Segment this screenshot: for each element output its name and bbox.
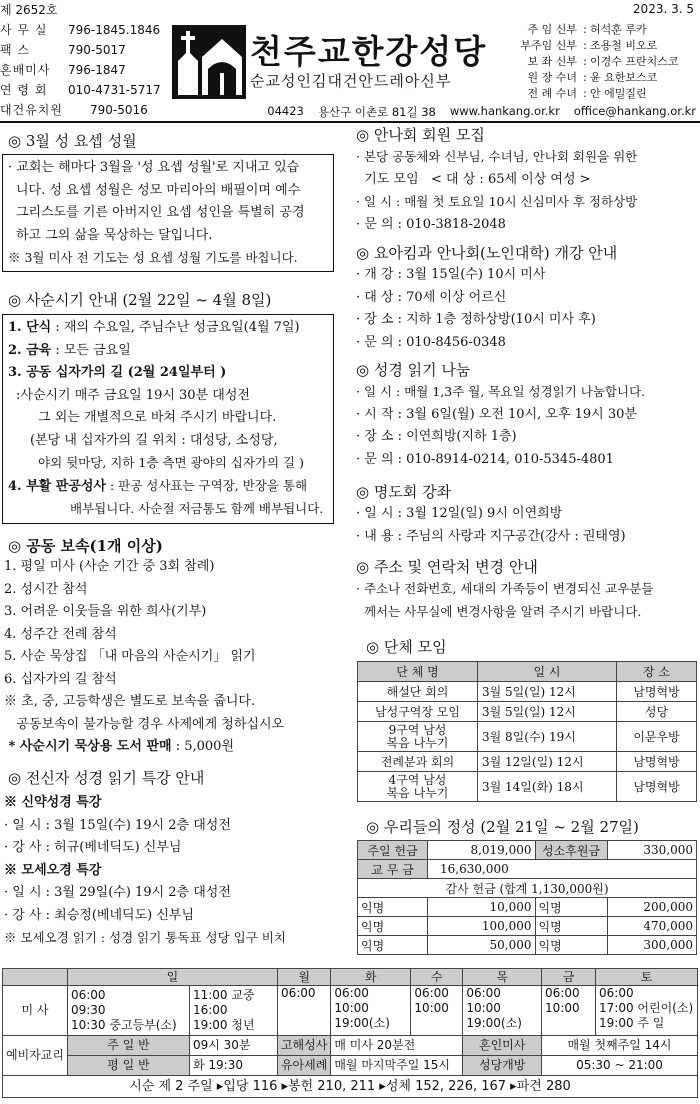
table-cell: 이문우방 [617,722,697,752]
mass-time-cell: 06:00 10:00 19:00(소) [331,986,411,1036]
table-cell: 전례분과 회의 [358,752,478,772]
clergy-row: 주 임 신부 : 허석훈 루카 [512,22,698,38]
mass-times-row [3,986,698,1036]
contact-row [0,20,170,40]
table-cell: 200,000 [607,898,696,917]
group-meeting-table [357,661,697,802]
right-column [356,481,700,548]
table-cell: 3월 14일(화) 18시 [478,772,617,802]
offering-value: 8,019,000 [428,841,536,860]
text-bold: * 사순시기 묵상용 도서 판매 [4,739,172,754]
text-span: : 판공 성사표는 구역장, 반장을 통해 [105,477,308,493]
clergy-row: 부주임 신부 : 조용철 비오로 [512,38,698,54]
column-header: 장 소 [617,662,697,682]
clergy-name: 안 에밀질린 [590,87,647,100]
list-item: 공동보속이 불가능할 경우 사제에게 청하십시오 [4,716,285,732]
clergy-name: 허석훈 루카 [590,23,647,36]
service-label: 혼인미사 [463,1036,542,1056]
lent-box [2,314,334,524]
mass-time-cell: 11:00 교중 16:00 19:00 청년 [189,986,277,1036]
table-row [358,752,697,772]
text-line: 니다. 성 요셉 성월은 성모 마리아의 배필이며 예수 [16,182,301,198]
clergy-row: 보 좌 신부 : 이경수 프란치스코 [512,54,698,70]
table-cell: 익명 [358,936,428,955]
address-bar [170,104,700,120]
church-subtitle: 순교성인김대건안드레아신부 [250,72,452,90]
clergy-role: 부주임 신부 [520,39,577,52]
church-title: 천주교한강성당 [250,32,488,71]
day-header: 목 [463,969,542,986]
service-label: 성당개방 [463,1056,542,1076]
table-cell: 남명혁방 [617,772,697,802]
section-title: ◎ 사순시기 안내 (2월 22일 ~ 4월 8일) [8,291,272,309]
list-item: 5. 사순 묵상집 「내 마음의 사순시기」 읽기 [4,649,256,664]
contact-label: 팩 스 [0,43,30,57]
table-cell: 익명 [535,898,607,917]
contact-row [0,40,170,60]
day-header: 일 [67,969,277,986]
class-value: 화 19:30 [189,1056,277,1076]
table-row [358,841,697,860]
column-header: 단 체 명 [358,662,478,682]
text-line: 하고 그의 삶을 묵상하는 달입니다. [16,227,213,243]
clergy-role: 보 좌 신부 [527,55,577,68]
hymn-numbers: 시순 제 2 주일 ▸입당 116 ▸봉헌 210, 211 ▸성체 152, 226, 167 ▸파견 280 [3,1076,698,1098]
right-column [356,242,700,354]
service-value: 05:30 ~ 21:00 [542,1056,698,1076]
table-cell: 익명 [358,917,428,936]
bible-lecture-list [4,792,340,950]
class-label: 주 일 반 [67,1036,189,1056]
table-cell: 3월 5일(일) 12시 [478,682,617,702]
list-item [4,736,338,759]
list-item: 3. 어려운 이웃들을 위한 희사(기부) [4,604,207,619]
service-value: 매월 첫째주일 14시 [542,1036,698,1056]
mass-time-cell: 06:00 10:00 [542,986,596,1036]
table-cell: 50,000 [428,936,536,955]
section-title: ◎ 요아킴과 안나회(노인대학) 개강 안내 [356,244,618,262]
contact-row [0,100,170,120]
text-line: (본당 내 십자가의 길 위치 : 대성당, 소성당, [30,432,278,448]
contact-row [0,60,170,80]
schedule-header-row [3,969,698,986]
service-label: 유아세례 [277,1056,330,1076]
contact-value: 790-5017 [68,43,126,57]
list-item: 기도 모임 < 대 상 : 65세 이상 여성 > [356,171,591,187]
day-header: 금 [542,969,596,986]
class-value: 09시 30분 [189,1036,277,1056]
section-title: ◎ 단체 모임 [366,638,447,656]
section-title: ◎ 명도회 강좌 [356,483,452,501]
day-header: 토 [596,969,698,986]
table-row [358,860,697,879]
service-value: 매 미사 20분전 [331,1036,463,1056]
table-cell: 남성구역장 모임 [358,702,478,722]
contact-row [0,80,170,100]
subheading: ※ 신약성경 특강 [4,795,102,810]
text-line [8,340,328,363]
service-label: 고해성사 [277,1036,330,1056]
table-row [358,702,697,722]
text-bold: 2. 금육 [8,342,52,358]
table-cell: 300,000 [607,936,696,955]
contact-value: 796-1845.1846 [68,23,161,37]
day-header: 월 [277,969,330,986]
list-item: ※ 모세오경 읽기 : 성경 읽기 통독표 성당 입구 비치 [4,930,286,945]
offering-table [357,840,697,955]
text-bold: 1. 단식 [8,320,52,335]
list-item: · 주소나 전화번호, 세대의 가족등이 변경되신 교우분들 [356,581,654,596]
list-item: · 강 사 : 최승정(베네딕도) 신부님 [4,907,195,923]
text-line: :사순시기 매주 금요일 19시 30분 대성전 [16,387,250,403]
mass-time-cell: 06:00 10:00 [411,986,463,1036]
day-header: 수 [411,969,463,986]
text-line: 그 외는 개별적으로 바쳐 주시기 바랍니다. [38,410,277,425]
list-item: · 문 의 : 010-8914-0214, 010-5345-4801 [356,451,614,467]
table-cell: 남명혁방 [617,752,697,772]
email-link[interactable]: office@hankang.or.kr [573,104,696,118]
clergy-row: 전 례 수녀 : 안 에밀질린 [512,86,698,102]
mass-time-cell: 06:00 17:00 어린이(소) 19:00 주 일 [596,986,698,1036]
right-column [356,556,700,623]
st-joseph-box [2,154,334,272]
table-cell: 남명혁방 [617,682,697,702]
column-header: 일 시 [478,662,617,682]
clergy-row: 원 장 수녀 : 윤 요한보스코 [512,70,698,86]
table-cell: 4구역 남성 복음 나누기 [358,772,478,802]
table-cell: 익명 [535,936,607,955]
mass-time-cell: 06:00 09:30 10:30 중고등부(소) [67,986,189,1036]
list-item: · 문 의 : 010-8456-0348 [356,334,506,350]
contact-value: 796-1847 [68,63,126,77]
clergy-name: 조용철 비오로 [590,39,658,52]
text-span: : 재의 수요일, 주님수난 성금요일(4월 7일) [51,320,300,335]
section-title: ◎ 공동 보속(1개 이상) [8,537,163,555]
header-divider [0,121,700,123]
table-cell: 10,000 [428,898,536,917]
contact-label: 사 무 실 [0,23,48,37]
table-row [358,722,697,752]
issue-text: 제 2652호 [0,3,58,17]
bulletin-date: 2023. 3. 5 [632,2,694,16]
list-item: · 일 시 : 3월 29일(수) 19시 2층 대성전 [4,885,231,900]
text-line [8,317,328,340]
website-link[interactable]: www.hankang.or.kr [449,104,560,118]
text-line: ※ 3월 미사 전 기도는 성 요셉 성월 기도를 바칩니다. [8,250,298,265]
text-line: · 교회는 해마다 3월을 '성 요셉 성월'로 지내고 있습 [8,160,300,175]
church-logo-icon [172,25,246,99]
right-column [356,124,700,236]
table-cell: 익명 [358,898,428,917]
table-row [358,772,697,802]
contact-value: 010-4731-5717 [68,83,161,97]
table-header-row [358,662,697,682]
contact-label: 혼배미사 [0,63,51,77]
list-item: 6. 십자가의 길 참석 [4,671,117,687]
text-line [8,475,328,499]
list-item: · 대 상 : 70세 이상 어르신 [356,289,507,305]
penance-list [4,556,338,759]
table-cell: 해설단 회의 [358,682,478,702]
table-row [358,936,697,955]
subheading: ※ 모세오경 특강 [4,862,102,878]
text-bold: 4. 부활 판공성사 [8,478,106,494]
clergy-role: 전 례 수녀 [527,87,577,100]
list-item: 4. 성주간 전례 참석 [4,626,117,642]
clergy-name: 이경수 프란치스코 [590,55,679,68]
table-row [358,879,697,898]
text-span: : 모든 금요일 [51,342,131,358]
postal-code: 04423 [267,104,304,118]
header-contacts [0,0,170,120]
section-title: ◎ 전신자 성경 읽기 특강 안내 [8,769,205,787]
text-span: : 5,000원 [171,739,234,754]
text-line: 배부됩니다. 사순절 저금통도 함께 배부됩니다. [70,501,324,516]
table-cell: 470,000 [607,917,696,936]
table-cell: 3월 8일(수) 19시 [478,722,617,752]
list-item: · 문 의 : 010-3818-2048 [356,216,506,232]
list-item: 께서는 사무실에 변경사항을 알려 주시기 바랍니다. [356,603,642,619]
corner-cell [3,969,68,986]
mass-time-cell: 06:00 [277,986,330,1036]
section-title: ◎ 안나회 회원 모집 [356,126,485,144]
list-item: · 일 시 : 매월 1,3주 월, 목요일 성경읽기 나눔합니다. [356,384,646,399]
table-cell: 3월 12일(일) 12시 [478,752,617,772]
offering-value: 330,000 [607,841,696,860]
text-line: 3. 공동 십자가의 길 (2월 24일부터 ) [8,365,227,380]
list-item: · 강 사 : 허규(베네딕도) 신부님 [4,840,182,855]
thanks-offering-title: 감사 헌금 (합계 1,130,000원) [358,879,697,898]
class-label: 평 일 반 [67,1056,189,1076]
contact-label: 대건유치원 [0,103,63,117]
table-row [358,917,697,936]
table-cell: 성당 [617,702,697,722]
list-item: 1. 평일 미사 (사순 기간 중 3회 참례) [4,559,215,574]
day-header: 화 [331,969,411,986]
schedule-row [3,1036,698,1056]
section-title: ◎ 3월 성 요셉 성월 [8,132,137,150]
offering-value: 16,630,000 [428,860,697,879]
offering-label: 성소후원금 [535,841,607,860]
list-item: 2. 성시간 참석 [4,581,88,597]
mass-time-cell: 06:00 10:00 19:00(소) [463,986,542,1036]
list-item: · 개 강 : 3월 15일(수) 10시 미사 [356,267,546,282]
row-label: 예비자교리 [3,1036,68,1076]
contact-value: 790-5016 [90,103,148,117]
list-item: · 내 용 : 주님의 사랑과 지구공간(강사 : 권태영) [356,528,626,544]
list-item: · 시 작 : 3월 6일(월) 오전 10시, 오후 19시 30분 [356,406,637,422]
row-label: 미 사 [3,986,68,1036]
offering-label: 주일 헌금 [358,841,428,860]
list-item: · 본당 공동체와 신부님, 수녀님, 안나회 회원을 위한 [356,149,638,164]
text-line: 그리스도를 기른 아버지인 요셉 성인을 특별히 공경 [16,205,305,220]
table-cell: 3월 5일(일) 12시 [478,702,617,722]
issue-number [0,0,170,20]
table-row [358,898,697,917]
table-cell: 익명 [535,917,607,936]
text-line: 야외 뒷마당, 지하 1층 측면 광야의 십자가의 길 ) [38,455,304,470]
right-column [356,359,700,471]
table-row [358,682,697,702]
table-cell: 100,000 [428,917,536,936]
list-item: · 일 시 : 매월 첫 토요일 10시 신심미사 후 정하상방 [356,194,638,209]
section-title: ◎ 성경 읽기 나눔 [356,361,471,379]
contact-label: 연 령 회 [0,83,48,97]
hymn-footer-row [3,1076,698,1098]
list-item: ※ 초, 중, 고등학생은 별도로 보속을 줍니다. [4,694,256,709]
list-item: · 장 소 : 지하 1층 정하상방(10시 미사 후) [356,312,596,327]
section-title: ◎ 우리들의 정성 (2월 21일 ~ 2월 27일) [366,818,639,836]
mass-schedule-table [2,968,698,1098]
table-cell: 9구역 남성 복음 나누기 [358,722,478,752]
clergy-name: 윤 요한보스코 [590,71,658,84]
clergy-list [512,22,698,102]
list-item: · 일 시 : 3월 15일(수) 19시 2층 대성전 [4,817,231,833]
service-value: 매월 마지막주일 15시 [331,1056,463,1076]
street-address: 용산구 이촌로 81길 38 [317,105,436,119]
list-item: · 일 시 : 3월 12일(일) 9시 이연희방 [356,506,563,521]
schedule-row [3,1056,698,1076]
list-item: · 장 소 : 이연희방(지하 1층) [356,429,517,444]
clergy-role: 주 임 신부 [527,23,577,36]
offering-label: 교 무 금 [358,860,428,879]
section-title: ◎ 주소 및 연락처 변경 안내 [356,558,538,576]
clergy-role: 원 장 수녀 [527,71,577,84]
